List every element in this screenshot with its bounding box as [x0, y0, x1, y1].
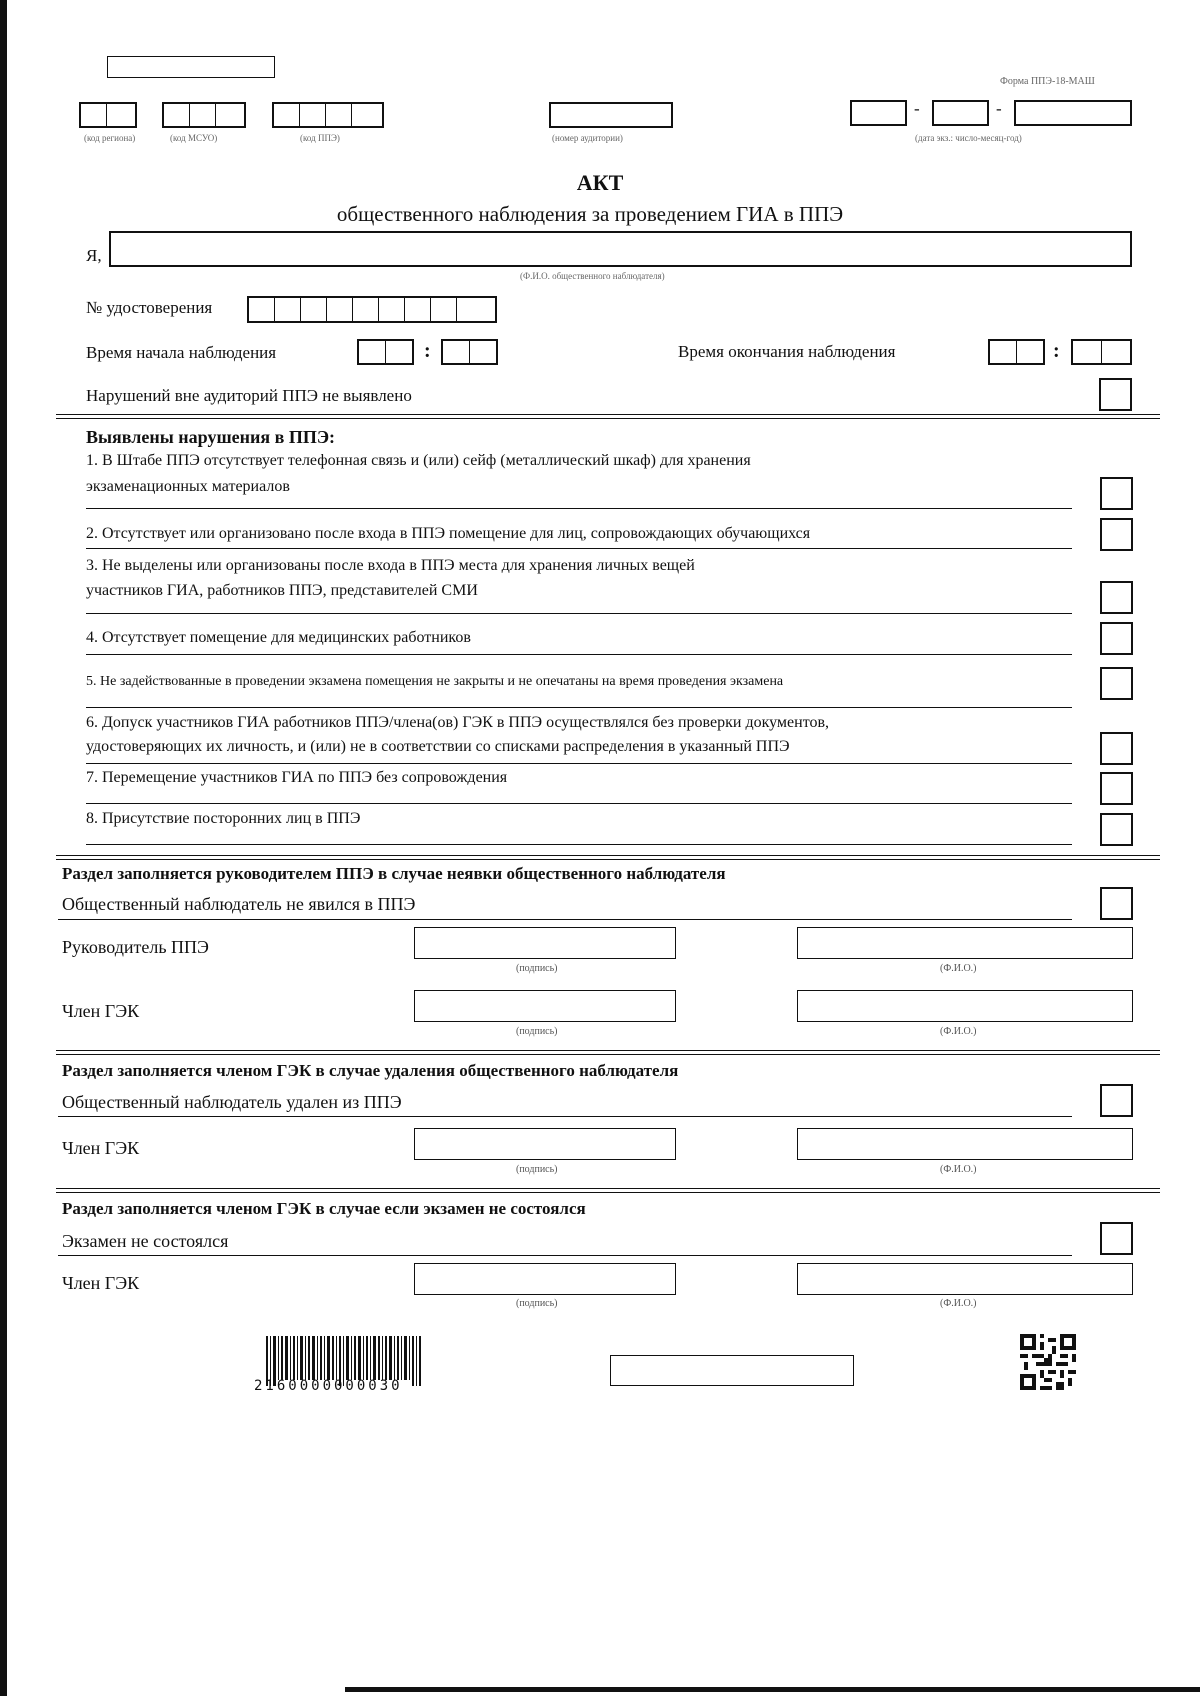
- removed-name-field[interactable]: [797, 1128, 1133, 1160]
- cancelled-row-label: Член ГЭК: [62, 1273, 140, 1293]
- violation-2-line: [86, 548, 1072, 549]
- start-colon: :: [424, 340, 431, 362]
- form-code: Форма ППЭ-18-МАШ: [1000, 76, 1095, 87]
- violation-3-checkbox[interactable]: [1100, 581, 1133, 614]
- end-colon: :: [1053, 340, 1060, 362]
- date-dash-1: -: [914, 99, 920, 118]
- absent-row2-signature-caption: (подпись): [516, 1026, 558, 1037]
- violation-4-checkbox[interactable]: [1100, 622, 1133, 655]
- violations-heading: Выявлены нарушения в ППЭ:: [86, 427, 336, 447]
- no-violations-checkbox[interactable]: [1099, 378, 1132, 411]
- removed-checkbox-label: Общественный наблюдатель удален из ППЭ: [62, 1092, 402, 1112]
- absent-row1-label: Руководитель ППЭ: [62, 937, 209, 957]
- violation-8-checkbox[interactable]: [1100, 813, 1133, 846]
- cancelled-checkbox-label: Экзамен не состоялся: [62, 1231, 229, 1251]
- violation-2-line1: 2. Отсутствует или организовано после входа в ППЭ помещение для лиц, сопровождающих обучающихся: [86, 525, 811, 542]
- scan-edge-left: [0, 0, 7, 1696]
- absent-checkbox-line: [58, 919, 1072, 920]
- qr-code-icon: [1020, 1334, 1076, 1390]
- absent-checkbox-label: Общественный наблюдатель не явился в ППЭ: [62, 894, 416, 914]
- barcode-number: 2160000000030: [254, 1378, 403, 1394]
- absent-checkbox[interactable]: [1100, 887, 1133, 920]
- absent-row2-signature-field[interactable]: [414, 990, 676, 1022]
- violation-4-line1: 4. Отсутствует помещение для медицинских работников: [86, 629, 471, 646]
- end-hours-field[interactable]: [988, 339, 1045, 365]
- cancelled-name-caption: (Ф.И.О.): [940, 1298, 977, 1309]
- violation-8-line1: 8. Присутствие посторонних лиц в ППЭ: [86, 810, 361, 827]
- removed-checkbox[interactable]: [1100, 1084, 1133, 1117]
- removed-checkbox-line: [58, 1116, 1072, 1117]
- start-time-label: Время начала наблюдения: [86, 343, 277, 362]
- violation-8-line: [86, 844, 1072, 845]
- date-year-field[interactable]: [1014, 100, 1132, 126]
- page-title: АКТ: [576, 170, 624, 195]
- violation-1-line1: 1. В Штабе ППЭ отсутствует телефонная связь и (или) сейф (металлический шкаф) для хранения: [86, 452, 751, 469]
- cancelled-signature-caption: (подпись): [516, 1298, 558, 1309]
- absent-row1-name-caption: (Ф.И.О.): [940, 963, 977, 974]
- violation-1-checkbox[interactable]: [1100, 477, 1133, 510]
- violation-1-line: [86, 508, 1072, 509]
- mouo-code-field[interactable]: [162, 102, 246, 128]
- cancelled-checkbox-line: [58, 1255, 1072, 1256]
- footer-blank-box[interactable]: [610, 1355, 854, 1386]
- violation-3-line1: 3. Не выделены или организованы после входа в ППЭ места для хранения личных вещей: [86, 557, 695, 574]
- room-number-field[interactable]: [549, 102, 673, 128]
- room-number-caption: (номер аудитории): [552, 133, 623, 143]
- absent-row1-signature-caption: (подпись): [516, 963, 558, 974]
- violation-6-line: [86, 763, 1072, 764]
- cancelled-section-heading: Раздел заполняется членом ГЭК в случае если экзамен не состоялся: [62, 1199, 586, 1218]
- absent-row2-label: Член ГЭК: [62, 1001, 140, 1021]
- page-subtitle: общественного наблюдения за проведением ГИА в ППЭ: [336, 202, 844, 226]
- removed-name-caption: (Ф.И.О.): [940, 1164, 977, 1175]
- violation-3-line: [86, 613, 1072, 614]
- cancelled-signature-field[interactable]: [414, 1263, 676, 1295]
- absent-section-heading: Раздел заполняется руководителем ППЭ в случае неявки общественного наблюдателя: [62, 864, 726, 883]
- date-month-field[interactable]: [932, 100, 989, 126]
- top-blank-box[interactable]: [107, 56, 275, 78]
- cancelled-checkbox[interactable]: [1100, 1222, 1133, 1255]
- region-code-field[interactable]: [79, 102, 137, 128]
- violation-1-line2: экзаменационных материалов: [86, 478, 290, 495]
- date-day-field[interactable]: [850, 100, 907, 126]
- violation-6-line2: удостоверяющих их личность, и (или) не в соответствии со списками распределения в указанный ППЭ: [86, 738, 790, 755]
- violation-5-checkbox[interactable]: [1100, 667, 1133, 700]
- removed-signature-caption: (подпись): [516, 1164, 558, 1175]
- absent-row2-name-caption: (Ф.И.О.): [940, 1026, 977, 1037]
- start-hours-field[interactable]: [357, 339, 414, 365]
- violation-7-line1: 7. Перемещение участников ГИА по ППЭ без сопровождения: [86, 769, 508, 786]
- observer-name-field[interactable]: [109, 231, 1132, 267]
- divider-4: [56, 1188, 1160, 1193]
- absent-row2-name-field[interactable]: [797, 990, 1133, 1022]
- violation-6-line1: 6. Допуск участников ГИА работников ППЭ/члена(ов) ГЭК в ППЭ осуществлялся без проверки документов,: [86, 714, 830, 731]
- end-minutes-field[interactable]: [1071, 339, 1132, 365]
- no-violations-label: Нарушений вне аудиторий ППЭ не выявлено: [86, 386, 412, 405]
- violation-7-checkbox[interactable]: [1100, 772, 1133, 805]
- removed-section-heading: Раздел заполняется членом ГЭК в случае удаления общественного наблюдателя: [62, 1061, 679, 1080]
- violation-3-line2: участников ГИА, работников ППЭ, представителей СМИ: [86, 582, 478, 599]
- cert-label: № удостоверения: [86, 298, 213, 317]
- divider-3: [56, 1050, 1160, 1055]
- removed-signature-field[interactable]: [414, 1128, 676, 1160]
- divider-1: [56, 414, 1160, 419]
- observer-prefix: Я,: [86, 246, 102, 265]
- cancelled-name-field[interactable]: [797, 1263, 1133, 1295]
- date-dash-2: -: [996, 99, 1002, 118]
- start-minutes-field[interactable]: [441, 339, 498, 365]
- end-time-label: Время окончания наблюдения: [678, 342, 896, 361]
- violation-2-checkbox[interactable]: [1100, 518, 1133, 551]
- violation-4-line: [86, 654, 1072, 655]
- violation-5-line: [86, 707, 1072, 708]
- violation-5-line1: 5. Не задействованные в проведении экзамена помещения не закрыты и не опечатаны на время проведения экзамена: [86, 674, 784, 689]
- observer-name-caption: (Ф.И.О. общественного наблюдателя): [520, 271, 665, 281]
- violation-7-line: [86, 803, 1072, 804]
- absent-row1-name-field[interactable]: [797, 927, 1133, 959]
- mouo-code-caption: (код МСУО): [170, 133, 218, 143]
- removed-row-label: Член ГЭК: [62, 1138, 140, 1158]
- date-caption: (дата экз.: число-месяц-год): [915, 133, 1022, 143]
- ppe-code-field[interactable]: [272, 102, 384, 128]
- scan-edge-bottom: [345, 1687, 1200, 1692]
- absent-row1-signature-field[interactable]: [414, 927, 676, 959]
- ppe-code-caption: (код ППЭ): [300, 133, 340, 143]
- cert-number-field[interactable]: [247, 296, 497, 323]
- violation-6-checkbox[interactable]: [1100, 732, 1133, 765]
- region-code-caption: (код региона): [84, 133, 136, 143]
- divider-2: [56, 855, 1160, 860]
